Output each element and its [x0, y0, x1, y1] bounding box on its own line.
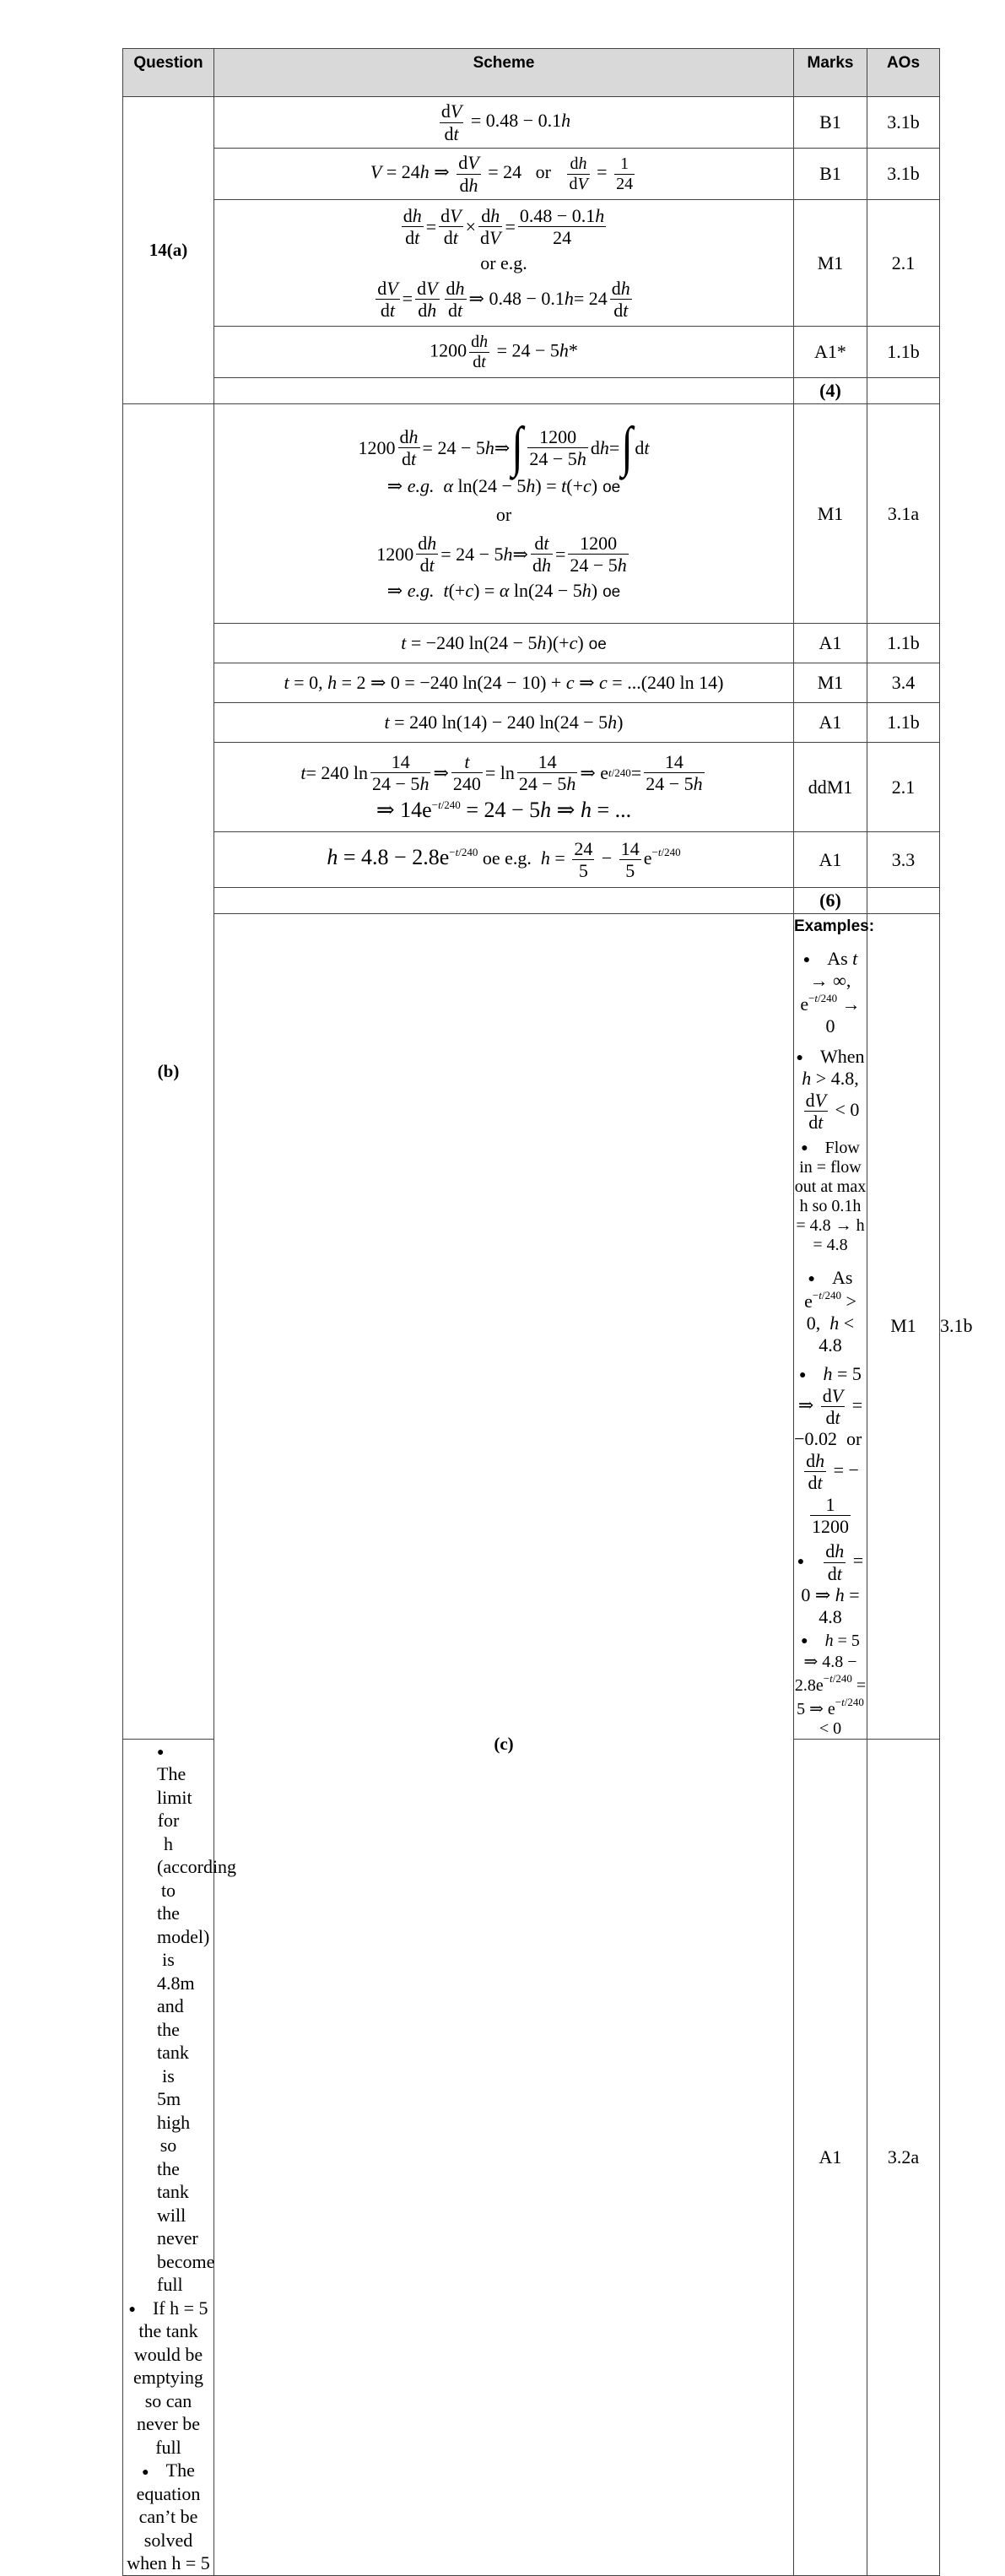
- marks-cell: M1: [867, 914, 940, 1740]
- ao-cell: 1.1b: [867, 624, 940, 663]
- marks-cell: M1: [794, 663, 867, 703]
- table-row: [123, 663, 940, 703]
- ao-cell: 1.1b: [867, 703, 940, 743]
- or-text: or: [846, 1428, 862, 1450]
- table-row: (c) Examples: ● As t → ∞, $e^{-t/240} \to 0$ ● When h > 4.8, $\frac{dV}{dt}$ < 0 ● Flow in = flow out at max h so 0.1h = 4.8 → h = 4.8 ● As $e^{-t/240} > 0$, h < 4.8 ● h = 5 ⇒ $\frac{dV}{dt}$ = −0.02 or $\frac{dh}{dt}$ = − $\frac{1}{1200}$ ● $\frac{dh}{dt}$ = 0 ⇒ h = 4.8 ● h = 5 ⇒ $4.8 - 2.8e^{-t/240} = 5$ ⇒ $e^{-t/240} < 0$ M1 3.1b: [123, 914, 940, 1740]
- table-row: [123, 149, 940, 200]
- ao-cell: 3.2a: [867, 1739, 940, 2575]
- marks-cell: A1: [794, 1739, 867, 2575]
- ao-cell: 3.1b: [867, 97, 940, 149]
- or-text: or: [495, 504, 512, 526]
- table-row: [123, 97, 940, 149]
- scheme-a1: $\frac{dV}{dt}$ = 0.48 − 0.1h: [214, 97, 794, 149]
- question-label-b: (b): [123, 404, 214, 1740]
- oe-text: oe: [588, 636, 607, 653]
- ao-cell: 3.3: [867, 832, 940, 888]
- flow-text: Flow in = flow out at max h so 0.1h = 4.8 → h = 4.8: [794, 1138, 867, 1254]
- c2-line3: The equation can’t be solved when h = 5: [127, 2460, 210, 2574]
- scheme-b1: 1200 $\frac{dh}{dt}$ = 24 − 5 h ⇒ ∫ $\frac{1200}{24 - 5h}$ d h = ∫ d t ⇒ e.g. α ln(24 − 5h) = t(+c) oe or 1200 $\frac{dh}{dt}$ = 24 − 5 h ⇒ $\frac{dt}{dh}$ = $\frac{1200}{24 - 5h}$ ⇒ e.g. t(+c) = α ln(24 − 5h) oe: [214, 404, 794, 624]
- table-row: [123, 327, 940, 378]
- scheme-a2: V = 24h ⇒ $\frac{dV}{dh}$ = 24 or $\frac{dh}{dV}$ = $\frac{1}{24}$: [214, 149, 794, 200]
- marks-cell: A1: [794, 703, 867, 743]
- scheme-a3: $\frac{dh}{dt}$ = $\frac{dV}{dt}$ × $\frac{dh}{dV}$ = $\frac{0.48 - 0.1h}{24}$ or e.g. $\frac{dV}{dt}$ = $\frac{dV}{dh}$ $\frac{dh}{dt}$ ⇒ 0.48 − 0.1 h = 24 $\frac{dh}{dt}$: [214, 200, 794, 327]
- mark-scheme-table: [122, 48, 973, 2576]
- or-text: or: [535, 161, 551, 183]
- marks-cell: A1: [794, 832, 867, 888]
- question-label-c: (c): [214, 914, 794, 2576]
- scheme-b5: t = 240 ln $\frac{14}{24 - 5h}$ ⇒ $\frac{t}{240}$ = ln $\frac{14}{24 - 5h}$ ⇒ e t/240 = $\frac{14}{24 - 5h}$ ⇒ $14e^{-t/240} = 24 - 5h$ ⇒ h = ...: [214, 743, 794, 832]
- table-row: [123, 624, 940, 663]
- table-row: [123, 703, 940, 743]
- header-row: [123, 49, 940, 97]
- table-row: [123, 743, 940, 832]
- c2-line2: If h = 5 the tank would be emptying so can never be full: [132, 2297, 208, 2458]
- table-row: [123, 832, 940, 888]
- header-question: Question: [123, 49, 214, 97]
- oe-text: oe: [602, 479, 621, 497]
- table-row: [123, 200, 940, 327]
- marks-total: (6): [794, 888, 867, 914]
- table-row: [123, 888, 940, 914]
- marks-cell: A1*: [794, 327, 867, 378]
- marks-cell: ddM1: [794, 743, 867, 832]
- marks-cell: M1: [794, 200, 867, 327]
- ao-cell: 3.1a: [867, 404, 940, 624]
- table-row: [123, 404, 940, 624]
- ao-cell: 3.1b: [867, 149, 940, 200]
- scheme-b2: t = −240 ln(24 − 5h)(+c) oe: [214, 624, 794, 663]
- scheme-b6: $h = 4.8 - 2.8e^{-t/240}$ oe e.g. h = $\frac{24}{5}$ − $\frac{14}{5}$ $e^{-t/240}$: [214, 832, 794, 888]
- examples-label: Examples:: [794, 917, 875, 935]
- oe-eg-text: oe e.g.: [482, 847, 532, 869]
- c2-line1: The limit for h (according to the model) is 4.8m and the tank is 5m high so the tank will never become full: [157, 1763, 237, 2296]
- header-marks: Marks: [794, 49, 867, 97]
- table-row: [123, 378, 940, 404]
- marks-cell: B1: [794, 97, 867, 149]
- marks-cell: A1: [794, 624, 867, 663]
- marks-cell: M1: [794, 404, 867, 624]
- question-label-a: 14(a): [123, 97, 214, 404]
- marks-cell: B1: [794, 149, 867, 200]
- oe-text: oe: [602, 582, 621, 601]
- header-aos: AOs: [867, 49, 940, 97]
- scheme-b4: t = 240 ln(14) − 240 ln(24 − 5h): [214, 703, 794, 743]
- scheme-c1: Examples: ● As t → ∞, $e^{-t/240} \to 0$ ● When h > 4.8, $\frac{dV}{dt}$ < 0 ● Flow in = flow out at max h so 0.1h = 4.8 → h = 4.8 ● As $e^{-t/240} > 0$, h < 4.8 ● h = 5 ⇒ $\frac{dV}{dt}$ = −0.02 or $\frac{dh}{dt}$ = − $\frac{1}{1200}$ ● $\frac{dh}{dt}$ = 0 ⇒ h = 4.8 ● h = 5 ⇒ $4.8 - 2.8e^{-t/240} = 5$ ⇒ $e^{-t/240} < 0$: [794, 914, 867, 1740]
- ao-cell: 2.1: [867, 743, 940, 832]
- scheme-b3: t = 0, h = 2 ⇒ 0 = −240 ln(24 − 10) + c ⇒ c = ...(240 ln 14): [214, 663, 794, 703]
- ao-cell: 1.1b: [867, 327, 940, 378]
- or-eg-text: or e.g.: [480, 252, 527, 273]
- ao-cell: 2.1: [867, 200, 940, 327]
- ao-cell: 3.4: [867, 663, 940, 703]
- header-scheme: Scheme: [214, 49, 794, 97]
- marks-total: (4): [794, 378, 867, 404]
- scheme-c2: ●The limit for h (according to the model) is 4.8m and the tank is 5m high so the tank will never become full ● If h = 5 the tank would be emptying so can never be full ● The equation can’t be solved when h = 5: [123, 1739, 214, 2575]
- scheme-a4: 1200 $\frac{dh}{dt}$ = 24 − 5h*: [214, 327, 794, 378]
